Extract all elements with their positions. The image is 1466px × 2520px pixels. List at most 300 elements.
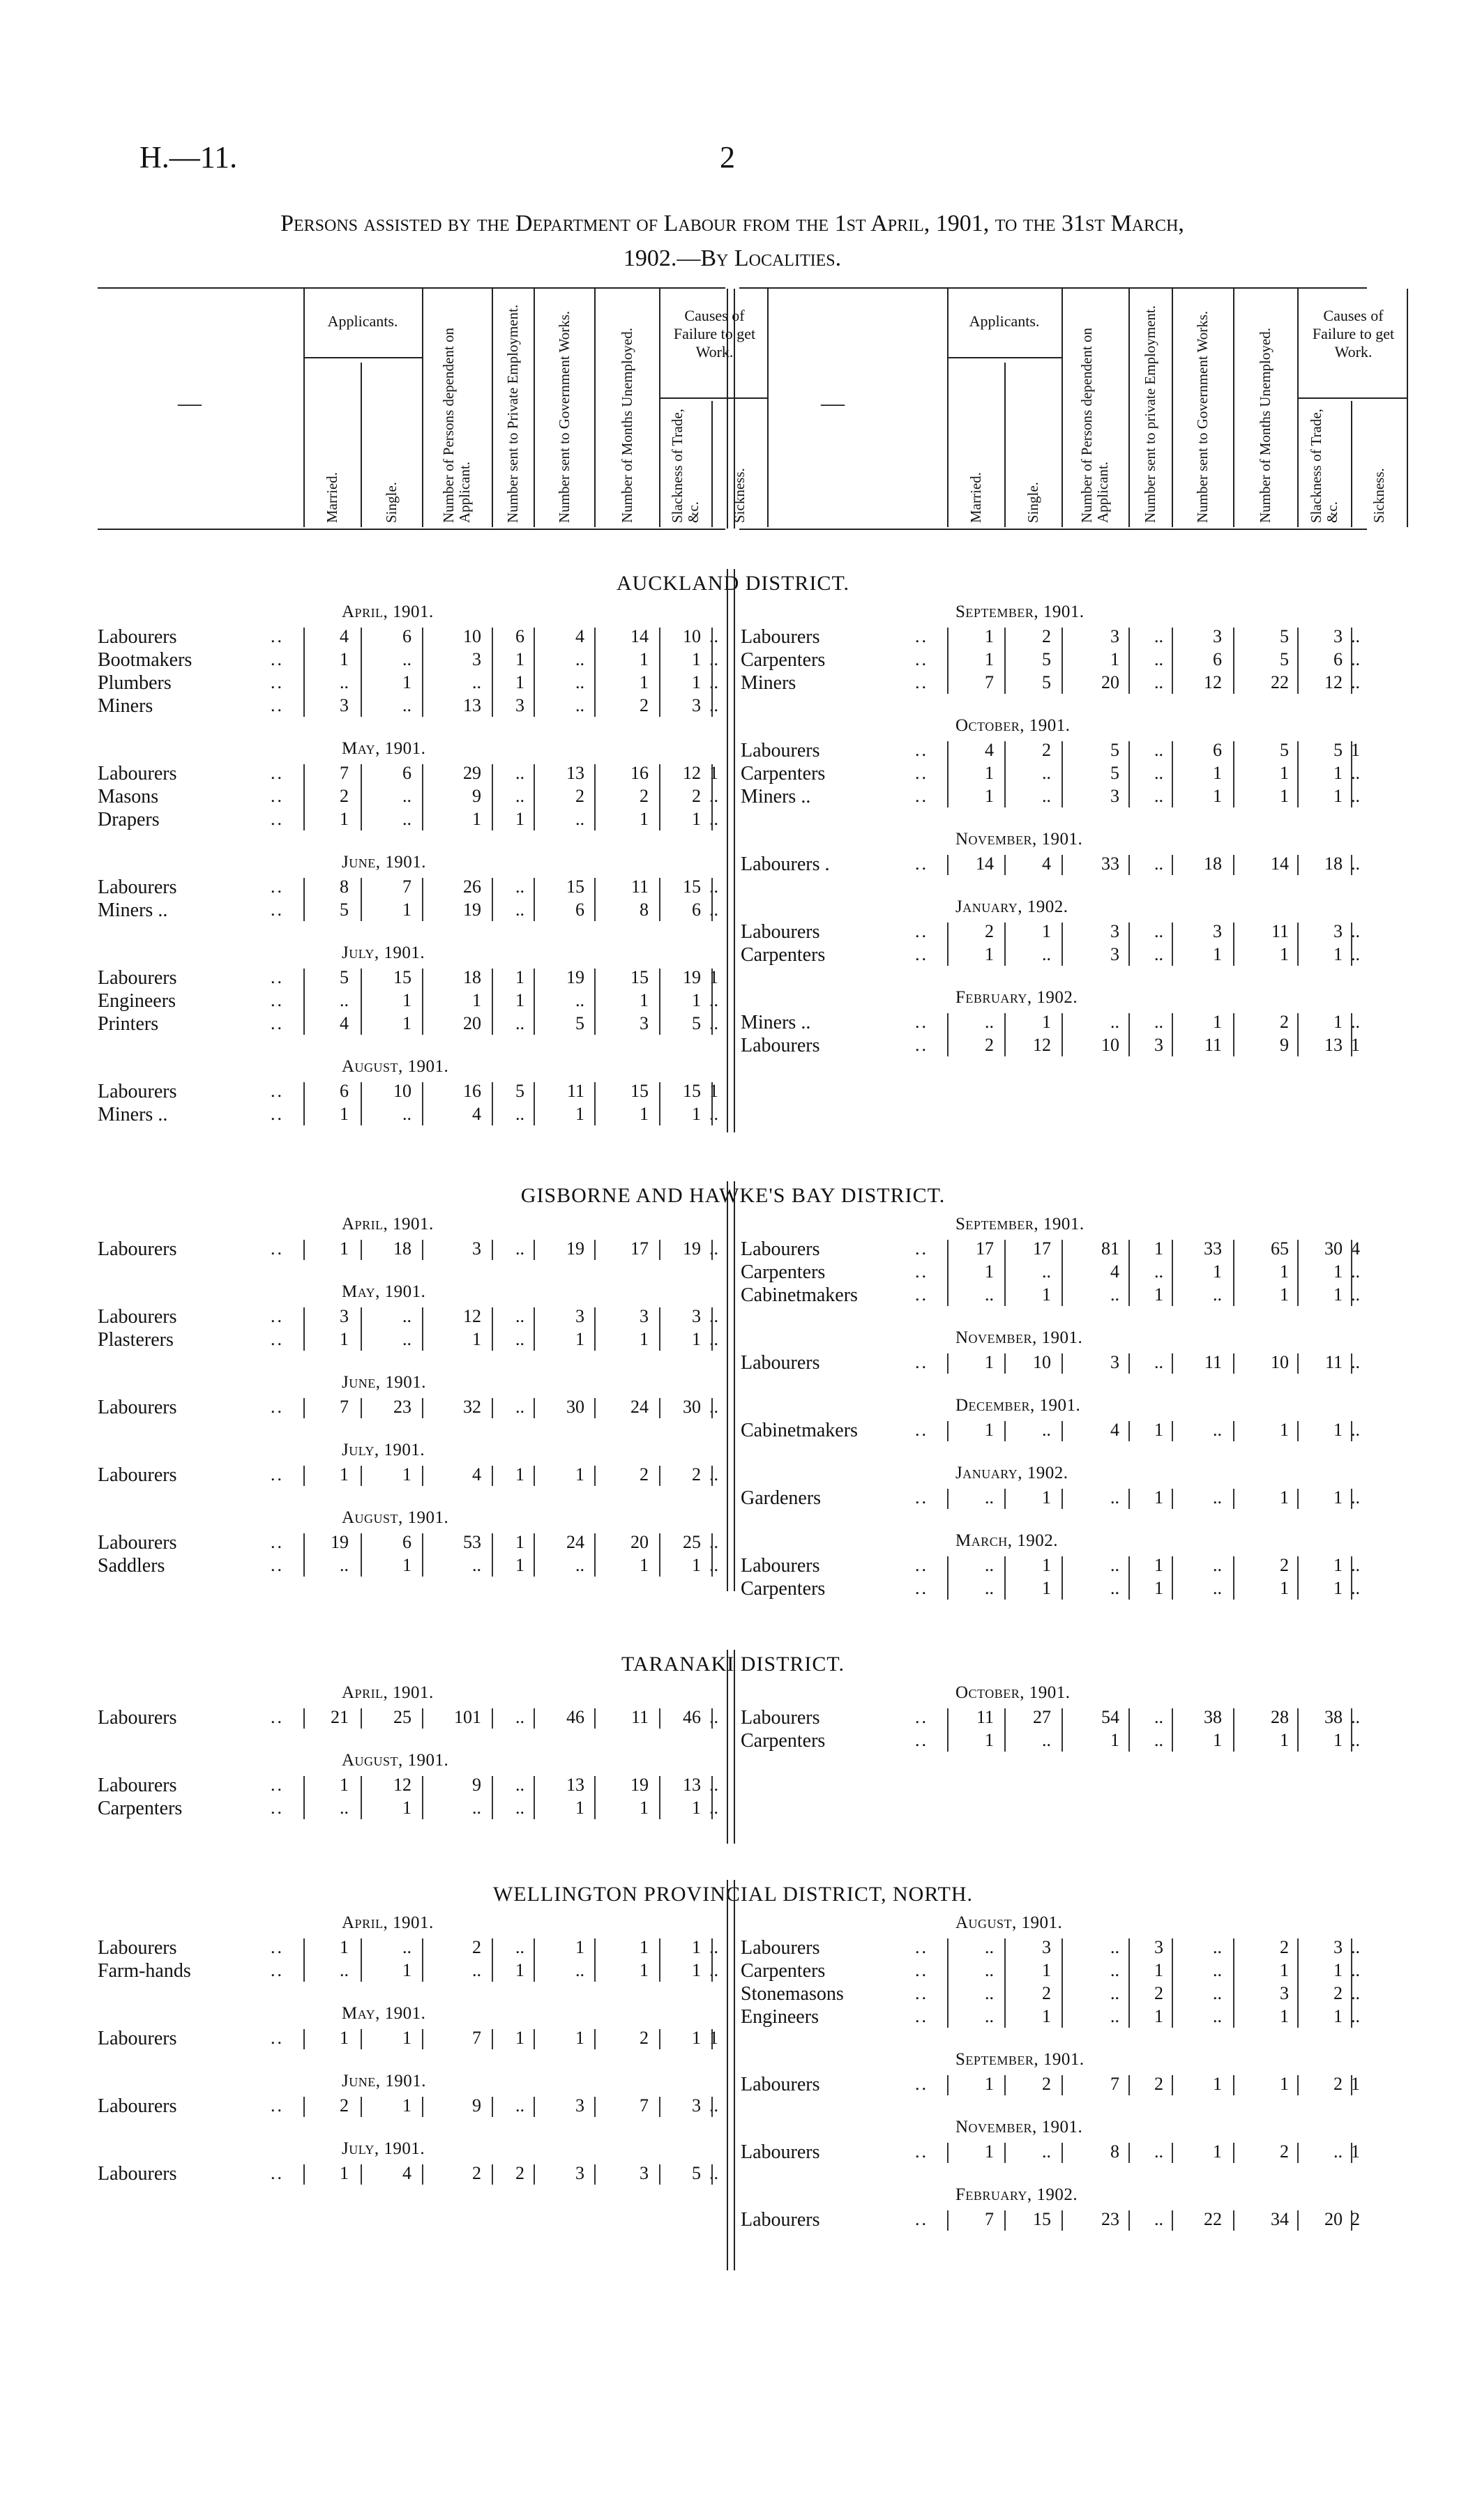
right-1-cell-rule <box>1061 1353 1063 1374</box>
right-header-married-header: Married. <box>967 472 984 523</box>
right-2-row-label: Labourers <box>741 1707 820 1729</box>
right-1-cell: 1 <box>1154 1284 1163 1305</box>
left-3-cell-rule <box>492 2097 493 2117</box>
left-1-cell: 24 <box>566 1532 584 1552</box>
left-0-cell: 5 <box>692 1013 701 1033</box>
left-header-sep <box>711 401 713 527</box>
right-1-row-dots: .. <box>915 1238 928 1259</box>
left-0-cell: 4 <box>340 626 349 646</box>
right-3-cell-rule <box>1004 2143 1006 2163</box>
left-1-cell-rule <box>303 1240 305 1260</box>
right-3-row-label: Labourers <box>741 1937 820 1959</box>
right-0-cell-rule <box>1004 923 1006 966</box>
left-0-cell: 6 <box>692 900 701 920</box>
left-1-cell-rule <box>422 1398 423 1418</box>
left-0-cell: 3 <box>692 695 701 715</box>
left-1-cell: .. <box>515 1238 524 1259</box>
right-1-cell: .. <box>1351 1578 1360 1598</box>
left-1-cell: .. <box>402 1306 411 1326</box>
left-0-cell-rule <box>534 1082 535 1125</box>
right-1-cell: 1 <box>1280 1420 1289 1440</box>
right-0-row-dots: .. <box>915 649 928 669</box>
right-1-row-label: Carpenters <box>741 1261 826 1283</box>
left-3-cell: 1 <box>402 2028 411 2048</box>
right-header-sep <box>1172 289 1173 527</box>
left-0-cell: .. <box>575 990 584 1010</box>
right-2-row-dots: .. <box>915 1707 928 1727</box>
right-header-months-header: Number of Months Unemployed. <box>1256 328 1274 523</box>
left-0-cell-rule <box>534 628 535 717</box>
left-0-cell-rule <box>303 764 305 830</box>
right-0-cell: 1 <box>985 944 994 964</box>
district-heading: GISBORNE AND HAWKE'S BAY DISTRICT. <box>520 1184 946 1207</box>
right-3-row-label: Engineers <box>741 2006 819 2028</box>
right-3-row-dots: .. <box>915 2141 928 2162</box>
right-3-cell: .. <box>1351 1937 1360 1957</box>
right-1-cell: 1 <box>1154 1238 1163 1259</box>
right-0-row-label: Labourers <box>741 1035 820 1056</box>
right-3-cell: 1 <box>985 2074 994 2094</box>
right-3-cell: 8 <box>1110 2141 1119 2162</box>
left-0-cell: .. <box>402 695 411 715</box>
right-3-cell-rule <box>1128 1938 1130 2028</box>
right-3-cell-rule <box>1004 2075 1006 2095</box>
left-1-cell-rule <box>422 1307 423 1351</box>
left-0-row-label: Labourers <box>98 626 177 648</box>
right-1-row-label: Carpenters <box>741 1578 826 1600</box>
left-3-cell-rule <box>361 1938 362 1982</box>
right-0-cell: .. <box>1351 672 1360 692</box>
right-0-cell: 1 <box>1351 1035 1360 1055</box>
right-1-cell-rule <box>1233 1421 1234 1441</box>
right-2-cell: .. <box>1351 1707 1360 1727</box>
right-1-cell-rule <box>1004 1353 1006 1374</box>
right-0-row-dots: .. <box>915 672 928 692</box>
left-0-cell: 19 <box>683 967 701 987</box>
right-3-cell-rule <box>1297 2210 1299 2231</box>
right-3-cell-rule <box>1061 2210 1063 2231</box>
left-3-row-label: Labourers <box>98 2163 177 2185</box>
right-1-cell-rule <box>1297 1489 1299 1509</box>
right-1-cell: 1 <box>985 1420 994 1440</box>
right-0-cell: 12 <box>1324 672 1343 692</box>
header-bottom-rule <box>739 529 1367 530</box>
right-1-cell: .. <box>985 1555 994 1575</box>
right-3-cell: 34 <box>1271 2209 1289 2229</box>
left-0-cell-rule <box>594 969 596 1035</box>
right-0-cell-rule <box>1172 628 1173 694</box>
right-3-cell-rule <box>1128 2075 1130 2095</box>
left-3-cell-rule <box>534 2164 535 2185</box>
left-0-row-dots: .. <box>271 1104 284 1124</box>
right-0-cell: 3 <box>1110 626 1119 646</box>
right-3-cell: 3 <box>1333 1937 1343 1957</box>
right-0-cell: 1 <box>1042 1012 1051 1032</box>
left-0-cell: 4 <box>340 1013 349 1033</box>
left-0-cell-rule <box>534 969 535 1035</box>
left-2-row-dots: .. <box>271 1798 284 1818</box>
left-2-cell-rule <box>361 1708 362 1729</box>
right-1-cell-rule <box>1004 1421 1006 1441</box>
right-0-cell: .. <box>1154 626 1163 646</box>
left-3-cell-rule <box>659 1938 660 1982</box>
left-1-cell-rule <box>492 1307 493 1351</box>
left-1-cell: 2 <box>640 1464 649 1485</box>
right-2-cell: 11 <box>976 1707 994 1727</box>
right-0-cell: 11 <box>1204 1035 1222 1055</box>
left-1-cell-rule <box>303 1307 305 1351</box>
right-0-cell: 14 <box>976 853 994 874</box>
right-0-cell-rule <box>1061 741 1063 807</box>
left-1-row-dots: .. <box>271 1329 284 1349</box>
left-0-cell: 5 <box>515 1081 524 1101</box>
right-3-cell-rule <box>1172 2210 1173 2231</box>
left-0-cell-rule <box>594 878 596 921</box>
left-2-cell-rule <box>492 1776 493 1819</box>
left-0-cell-rule <box>534 878 535 921</box>
left-0-cell: 16 <box>463 1081 481 1101</box>
right-1-row-label: Cabinetmakers <box>741 1420 858 1441</box>
left-1-cell-rule <box>492 1398 493 1418</box>
left-2-cell: 1 <box>340 1775 349 1795</box>
right-1-cell-rule <box>1128 1353 1130 1374</box>
left-0-cell: 16 <box>630 763 649 783</box>
right-1-cell-rule <box>1061 1421 1063 1441</box>
right-3-cell: .. <box>1042 2141 1051 2162</box>
left-0-row-label: Labourers <box>98 1081 177 1102</box>
right-0-cell: 1 <box>1280 786 1289 806</box>
right-3-cell-rule <box>1061 2075 1063 2095</box>
left-0-cell-rule <box>594 628 596 717</box>
right-0-cell: .. <box>1351 649 1360 669</box>
right-1-row-dots: .. <box>915 1555 928 1575</box>
left-0-cell-rule <box>711 1082 713 1125</box>
right-0-cell: 13 <box>1324 1035 1343 1055</box>
left-3-cell-rule <box>711 1938 713 1982</box>
left-1-cell-rule <box>534 1466 535 1486</box>
right-3-cell-rule <box>1061 1938 1063 2028</box>
right-0-cell: 4 <box>1042 853 1051 874</box>
right-1-cell: .. <box>1110 1555 1119 1575</box>
right-1-cell: 1 <box>1280 1578 1289 1598</box>
left-0-cell-rule <box>361 1082 362 1125</box>
left-0-cell: 1 <box>640 809 649 829</box>
right-3-cell: 2 <box>1280 2141 1289 2162</box>
left-0-cell-rule <box>361 764 362 830</box>
left-0-cell: 1 <box>692 649 701 669</box>
right-header-applicants-header: Applicants. <box>969 312 1040 330</box>
right-0-cell: .. <box>1351 763 1360 783</box>
left-0-cell: 5 <box>340 900 349 920</box>
left-0-row-label: Bootmakers <box>98 649 192 671</box>
left-0-cell: 1 <box>340 649 349 669</box>
left-2-cell: .. <box>709 1707 718 1727</box>
right-3-cell: .. <box>1154 2209 1163 2229</box>
right-3-cell: .. <box>1110 1937 1119 1957</box>
left-0-cell-rule <box>303 969 305 1035</box>
left-3-cell-rule <box>594 1938 596 1982</box>
left-0-cell: .. <box>515 876 524 897</box>
right-0-cell: .. <box>1351 1012 1360 1032</box>
left-header-months-header: Number of Months Unemployed. <box>618 328 635 523</box>
left-3-cell-rule <box>422 2164 423 2185</box>
right-0-cell-rule <box>1233 741 1234 807</box>
right-1-cell-rule <box>1233 1489 1234 1509</box>
left-1-cell: 3 <box>340 1306 349 1326</box>
left-1-cell-rule <box>422 1240 423 1260</box>
left-3-cell: .. <box>402 1937 411 1957</box>
right-0-row-label: Labourers . <box>741 853 830 875</box>
right-0-cell-rule <box>1061 628 1063 694</box>
right-3-cell: 1 <box>1154 2006 1163 2026</box>
left-0-cell: .. <box>709 1104 718 1124</box>
left-1-cell: 1 <box>340 1329 349 1349</box>
left-0-cell: .. <box>515 763 524 783</box>
right-0-cell: 1 <box>1333 944 1343 964</box>
right-3-cell: 1 <box>1351 2141 1360 2162</box>
left-1-cell: 3 <box>575 1306 584 1326</box>
left-1-cell-rule <box>659 1240 660 1260</box>
right-1-cell: 2 <box>1280 1555 1289 1575</box>
right-1-cell: 10 <box>1033 1352 1051 1372</box>
left-1-cell-rule <box>594 1466 596 1486</box>
right-1-cell-rule <box>1351 1240 1352 1306</box>
left-3-cell-rule <box>659 2164 660 2185</box>
right-0-cell-rule <box>1233 1013 1234 1056</box>
right-header-sep <box>1233 289 1234 527</box>
right-0-month-heading: November, 1901. <box>955 830 1083 849</box>
left-3-cell: .. <box>515 1937 524 1957</box>
left-0-cell-rule <box>711 969 713 1035</box>
right-0-cell: 2 <box>1280 1012 1289 1032</box>
right-3-row-label: Stonemasons <box>741 1983 844 2005</box>
left-2-cell-rule <box>659 1708 660 1729</box>
right-0-row-dots: .. <box>915 1012 928 1032</box>
right-1-cell: 1 <box>1333 1284 1343 1305</box>
right-1-cell: 1 <box>1154 1420 1163 1440</box>
right-1-cell: .. <box>1351 1261 1360 1282</box>
right-3-cell: 2 <box>1042 2074 1051 2094</box>
left-1-cell: 1 <box>692 1555 701 1575</box>
right-1-row-label: Gardeners <box>741 1487 822 1509</box>
left-3-month-heading: April, 1901. <box>342 1913 434 1932</box>
right-0-cell: .. <box>1042 763 1051 783</box>
right-0-cell: 1 <box>985 786 994 806</box>
left-3-cell-rule <box>303 2164 305 2185</box>
left-0-row-label: Miners .. <box>98 900 168 921</box>
right-0-cell: 1 <box>1333 763 1343 783</box>
right-0-cell: .. <box>1154 1012 1163 1032</box>
left-0-cell: .. <box>515 900 524 920</box>
left-1-cell: 30 <box>683 1397 701 1417</box>
right-0-cell-rule <box>1004 741 1006 807</box>
left-0-cell: 1 <box>640 990 649 1010</box>
left-3-month-heading: June, 1901. <box>342 2072 426 2090</box>
right-2-row-dots: .. <box>915 1730 928 1750</box>
left-0-cell: 2 <box>692 786 701 806</box>
left-0-cell: .. <box>709 672 718 692</box>
left-0-row-dots: .. <box>271 763 284 783</box>
left-0-cell: 1 <box>402 1013 411 1033</box>
left-3-cell: 1 <box>640 1937 649 1957</box>
left-0-cell-rule <box>422 878 423 921</box>
left-2-month-heading: August, 1901. <box>342 1751 449 1770</box>
left-3-row-dots: .. <box>271 2095 284 2116</box>
left-1-cell-rule <box>534 1307 535 1351</box>
left-3-month-heading: July, 1901. <box>342 2139 425 2158</box>
left-0-cell: 15 <box>566 876 584 897</box>
left-0-cell: 1 <box>515 809 524 829</box>
right-0-cell: 5 <box>1280 649 1289 669</box>
left-2-cell-rule <box>422 1708 423 1729</box>
left-2-row-label: Labourers <box>98 1707 177 1729</box>
left-1-cell-rule <box>492 1533 493 1577</box>
left-2-cell: 25 <box>393 1707 411 1727</box>
right-1-cell: 1 <box>1333 1578 1343 1598</box>
right-1-cell: .. <box>1351 1352 1360 1372</box>
right-1-row-dots: .. <box>915 1284 928 1305</box>
right-2-month-heading: October, 1901. <box>955 1683 1071 1702</box>
right-0-cell-rule <box>1351 1013 1352 1056</box>
right-3-cell: .. <box>985 1983 994 2003</box>
left-2-row-label: Carpenters <box>98 1798 183 1819</box>
right-2-cell: .. <box>1042 1730 1051 1750</box>
left-2-cell: .. <box>709 1775 718 1795</box>
right-1-cell: 1 <box>1280 1261 1289 1282</box>
left-3-row-dots: .. <box>271 2028 284 2048</box>
left-0-row-dots: .. <box>271 876 284 897</box>
left-0-cell: .. <box>402 1104 411 1124</box>
right-0-cell: .. <box>1154 672 1163 692</box>
left-0-cell-rule <box>361 628 362 717</box>
right-3-cell: 7 <box>1110 2074 1119 2094</box>
left-1-cell: 1 <box>575 1329 584 1349</box>
right-0-cell-rule <box>1233 855 1234 875</box>
right-1-cell: .. <box>1213 1284 1222 1305</box>
right-0-cell: .. <box>1154 944 1163 964</box>
right-0-row-dots: .. <box>915 944 928 964</box>
right-3-cell: .. <box>1110 1960 1119 1980</box>
left-0-row-dots: .. <box>271 1013 284 1033</box>
right-3-cell-rule <box>1297 2143 1299 2163</box>
left-0-cell: 6 <box>575 900 584 920</box>
left-3-cell: 2 <box>472 1937 481 1957</box>
right-3-row-dots: .. <box>915 1937 928 1957</box>
right-1-cell-rule <box>1172 1556 1173 1600</box>
right-1-cell: 10 <box>1271 1352 1289 1372</box>
right-0-cell: 5 <box>1110 740 1119 760</box>
right-0-cell: 5 <box>1280 740 1289 760</box>
left-3-cell: 9 <box>472 2095 481 2116</box>
left-1-cell: 24 <box>630 1397 649 1417</box>
left-1-row-dots: .. <box>271 1532 284 1552</box>
right-2-cell: .. <box>1154 1707 1163 1727</box>
left-0-cell: 1 <box>575 1104 584 1124</box>
right-1-cell: 33 <box>1204 1238 1222 1259</box>
left-3-cell: 1 <box>402 1960 411 1980</box>
left-3-cell-rule <box>492 2029 493 2049</box>
left-1-cell: .. <box>515 1306 524 1326</box>
right-header-sep <box>947 289 949 527</box>
left-1-cell-rule <box>303 1533 305 1577</box>
right-2-cell: 1 <box>1333 1730 1343 1750</box>
right-1-cell: .. <box>985 1487 994 1508</box>
left-1-cell: 19 <box>331 1532 349 1552</box>
left-1-cell-rule <box>711 1240 713 1260</box>
left-0-cell: 29 <box>463 763 481 783</box>
left-0-cell-rule <box>492 878 493 921</box>
left-2-cell: 12 <box>393 1775 411 1795</box>
right-1-row-dots: .. <box>915 1261 928 1282</box>
header-top-rule <box>98 287 725 289</box>
right-3-cell-rule <box>1172 2143 1173 2163</box>
right-0-cell: .. <box>1154 763 1163 783</box>
right-0-row-dots: .. <box>915 921 928 941</box>
left-2-cell-rule <box>711 1776 713 1819</box>
right-3-row-label: Carpenters <box>741 1960 826 1982</box>
left-3-cell: 3 <box>640 2163 649 2183</box>
right-1-cell-rule <box>1128 1556 1130 1600</box>
left-1-cell-rule <box>594 1240 596 1260</box>
left-3-cell-rule <box>534 2029 535 2049</box>
right-2-cell-rule <box>1233 1708 1234 1752</box>
left-0-cell: .. <box>709 626 718 646</box>
right-0-cell: 3 <box>1110 944 1119 964</box>
left-0-row-label: Plumbers <box>98 672 172 694</box>
left-2-cell: 1 <box>402 1798 411 1818</box>
right-0-cell-rule <box>1233 923 1234 966</box>
left-0-row-label: Miners .. <box>98 1104 168 1125</box>
title-line-1: Persons assisted by the Department of Labour from the 1st April, 1901, to the 31st March, <box>280 211 1184 236</box>
right-0-month-heading: September, 1901. <box>955 602 1085 621</box>
left-1-row-label: Plasterers <box>98 1329 174 1351</box>
right-3-cell: 1 <box>1280 1960 1289 1980</box>
right-header-sep <box>1128 289 1130 527</box>
right-1-cell-rule <box>947 1556 949 1600</box>
right-header-sep <box>1351 401 1352 527</box>
left-0-cell: 5 <box>575 1013 584 1033</box>
left-3-cell: 3 <box>575 2163 584 2183</box>
right-3-cell-rule <box>1128 2143 1130 2163</box>
left-1-month-heading: August, 1901. <box>342 1508 449 1527</box>
left-0-month-heading: April, 1901. <box>342 602 434 621</box>
right-0-cell-rule <box>1297 923 1299 966</box>
left-2-cell-rule <box>534 1776 535 1819</box>
right-1-cell-rule <box>1351 1556 1352 1600</box>
right-3-cell-rule <box>947 2143 949 2163</box>
right-3-cell: 1 <box>1213 2074 1222 2094</box>
left-3-row-dots: .. <box>271 2163 284 2183</box>
left-3-cell: 7 <box>472 2028 481 2048</box>
right-1-cell-rule <box>1233 1353 1234 1374</box>
right-3-cell-rule <box>947 2210 949 2231</box>
left-0-cell-rule <box>534 764 535 830</box>
right-1-cell: 65 <box>1271 1238 1289 1259</box>
right-0-row-dots: .. <box>915 1035 928 1055</box>
left-3-month-heading: May, 1901. <box>342 2004 426 2023</box>
left-1-cell: .. <box>709 1329 718 1349</box>
left-0-cell: 15 <box>630 1081 649 1101</box>
left-header-applicants-rule <box>303 357 422 358</box>
left-1-cell: .. <box>402 1329 411 1349</box>
left-1-cell: 20 <box>630 1532 649 1552</box>
left-0-cell-rule <box>659 969 660 1035</box>
left-0-cell-rule <box>361 969 362 1035</box>
left-1-cell: 53 <box>463 1532 481 1552</box>
left-1-cell: 1 <box>340 1464 349 1485</box>
right-3-cell: 3 <box>1042 1937 1051 1957</box>
right-3-row-dots: .. <box>915 2074 928 2094</box>
